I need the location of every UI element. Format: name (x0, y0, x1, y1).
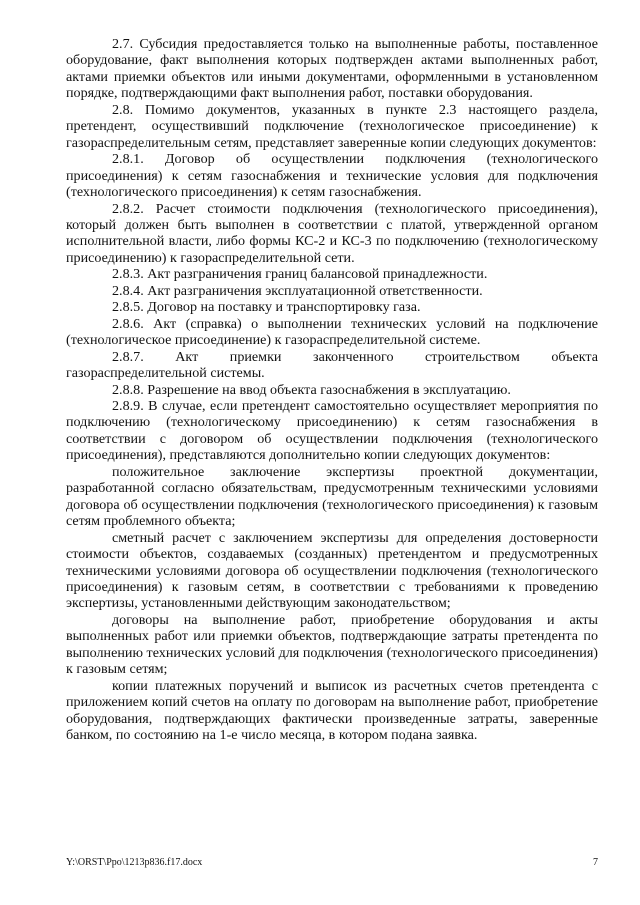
paragraph-2-8-1: 2.8.1. Договор об осуществлении подключения (технологического присоединения) к сетям газоснабжения и технические условия для подключения (технологического присоединения) к сетям газоснабжения. (66, 151, 598, 201)
list-item-payment-orders: копии платежных поручений и выписок из расчетных счетов претендента с приложением копий счетов на оплату по договорам на выполнение работ, приобретение оборудования, подтверждающих фактически произведенные затраты, заверенные банком, по состоянию на 1-е число месяца, в котором подана заявка. (66, 677, 598, 744)
paragraph-2-8-3: 2.8.3. Акт разграничения границ балансовой принадлежности. (112, 266, 488, 283)
paragraph-2-8-9: 2.8.9. В случае, если претендент самостоятельно осуществляет мероприятия по подключению (технологическому присоединению) к сетям газоснабжения в соответствии с договором об осуществлении подключения (технологического присоединения), представляются дополнительно копии следующих документов: (66, 397, 598, 464)
page-number: 7 (593, 857, 598, 868)
paragraph-2-8-5: 2.8.5. Договор на поставку и транспортировку газа. (112, 299, 421, 316)
paragraph-2-8-7: 2.8.7. Акт приемки законченного строительством объекта газораспределительной системы. (66, 348, 598, 382)
file-path: Y:\ORST\Ppo\1213p836.f17.docx (66, 857, 203, 868)
paragraph-2-8-4: 2.8.4. Акт разграничения эксплуатационной ответственности. (112, 282, 483, 299)
list-item-expertise-conclusion: положительное заключение экспертизы проектной документации, разработанной согласно обязательствам, предусмотренным техническими условиями договора об осуществлении подключения (технологического присоединения) к газовым сетям проблемного объекта; (66, 463, 598, 530)
paragraph-2-8: 2.8. Помимо документов, указанных в пункте 2.3 настоящего раздела, претендент, осуществивший подключение (технологическое присоединение) к газораспределительным сетям, представляет заверенные копии следующих документов: (66, 101, 598, 151)
document-body (66, 36, 598, 743)
paragraph-2-8-2: 2.8.2. Расчет стоимости подключения (технологического присоединения), который должен быть выполнен в соответствии с платой, утвержденной органом исполнительной власти, либо формы КС-2 и КС-3 по подключению (технологическому присоединению) к газораспределительной сети. (66, 200, 598, 266)
page-footer (66, 857, 598, 868)
paragraph-2-8-6: 2.8.6. Акт (справка) о выполнении технических условий на подключение (технологическое присоединение) к газораспределительной системе. (66, 315, 598, 349)
paragraph-2-7: 2.7. Субсидия предоставляется только на выполненные работы, поставленное оборудование, факт выполнения которых подтвержден актами выполненных работ, актами приемки объектов или иными документами, оформленными в установленном порядке, подтверждающими факт выполнения работ, поставки оборудования. (66, 36, 598, 102)
list-item-contracts: договоры на выполнение работ, приобретение оборудования и акты выполненных работ или приемки объектов, подтверждающие затраты претендента по выполнению технических условий для подключения (технологического присоединения) к газовым сетям; (66, 611, 598, 678)
list-item-estimate: сметный расчет с заключением экспертизы для определения достоверности стоимости объектов, создаваемых (созданных) претендентом и предусмотренных техническими условиями договора об осуществлении подключения (технологического присоединения) к газовым сетям, в соответствии с требованиями к проведению экспертизы, установленными действующим законодательством; (66, 529, 598, 612)
paragraph-2-8-8: 2.8.8. Разрешение на ввод объекта газоснабжения в эксплуатацию. (112, 381, 511, 398)
